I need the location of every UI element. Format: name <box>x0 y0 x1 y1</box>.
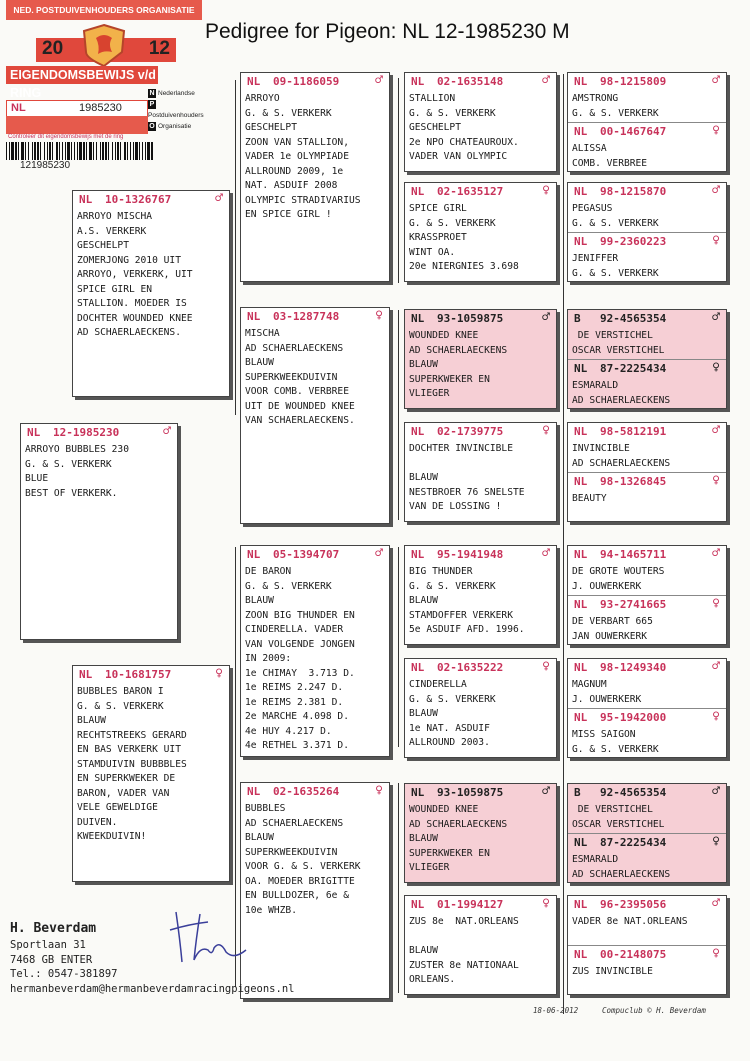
ring-number: 98-1249340 <box>600 661 667 674</box>
org-banner: NED. POSTDUIVENHOUDERS ORGANISATIE <box>6 0 202 20</box>
ring-number: 00-2148075 <box>600 948 667 961</box>
country-code: NL <box>574 75 588 88</box>
year-part-a: 20 <box>42 38 64 59</box>
country-code: NL <box>574 948 588 961</box>
pigeon-details: ESMARALD AD SCHAERLAECKENS <box>572 380 671 406</box>
software-credit: Compuclub © H. Beverdam <box>602 1006 706 1015</box>
country-code: NL <box>574 598 588 611</box>
sex-icon: ♂ <box>712 659 720 674</box>
pigeon-card-g4a[interactable] <box>568 423 726 471</box>
pigeon-details: VADER 8e NAT.ORLEANS <box>572 916 688 927</box>
ring-number: 09-1186059 <box>273 75 340 88</box>
sex-icon: ♀ <box>712 360 720 375</box>
pigeon-pair-card-8[interactable] <box>567 895 727 995</box>
pigeon-card-g2a[interactable] <box>568 183 726 231</box>
pigeon-card-mmf[interactable] <box>404 783 557 883</box>
country-code: NL <box>574 898 588 911</box>
barcode-number: 121985230 <box>20 160 71 171</box>
ring-number: 12-1985230 <box>53 426 120 439</box>
ring-number: 02-1635127 <box>437 185 504 198</box>
sex-icon: ♂ <box>163 424 171 439</box>
pigeon-details: AMSTRONG G. & S. VERKERK <box>572 93 659 119</box>
country-code: NL <box>247 75 261 88</box>
pigeon-details: SPICE GIRL G. & S. VERKERK KRASSPROET WINT OA. 20e NIERGNIES 3.698 <box>409 203 519 272</box>
ring-number: 98-5812191 <box>600 425 667 438</box>
owner-email[interactable]: hermanbeverdam@hermanbeverdamracingpigeons.nl <box>10 982 295 995</box>
pigeon-details: JENIFFER G. & S. VERKERK <box>572 253 659 279</box>
side-line-2: Postduivenhouders <box>148 112 204 119</box>
ring-number: 87-2225434 <box>600 362 667 375</box>
pigeon-pair-card-5[interactable] <box>567 545 727 645</box>
pigeon-details: ARROYO BUBBLES 230 G. & S. VERKERK BLUE BEST OF VERKERK. <box>25 444 129 499</box>
country-code: NL <box>411 312 425 325</box>
pigeon-details: MAGNUM J. OUWERKERK <box>572 679 642 705</box>
sex-icon: ♂ <box>712 423 720 438</box>
pigeon-details: MISCHA AD SCHAERLAECKENS BLAUW SUPERKWEEKDUIVIN VOOR COMB. VERBREE UIT DE WOUNDED KNEE VAN SCHAERLAECKENS. <box>245 328 355 426</box>
country-code: NL <box>574 362 588 375</box>
ring-number: 10-1326767 <box>105 193 172 206</box>
lion-crest-icon <box>78 22 130 68</box>
pigeon-details: INVINCIBLE AD SCHAERLAECKENS <box>572 443 671 469</box>
pigeon-details: ARROYO MISCHA A.S. VERKERK GESCHELPT ZOMERJONG 2010 UIT ARROYO, VERKERK, UIT SPICE GIRL EN STALLION. MOEDER IS DOCHTER WOUNDED KNEE AD SCHAERLAECKENS. <box>77 211 193 338</box>
pigeon-card-g4b[interactable] <box>568 473 726 507</box>
ring-number: 02-1635222 <box>437 661 504 674</box>
ring-number: 05-1394707 <box>273 548 340 561</box>
sex-icon: ♀ <box>375 308 383 323</box>
page-title: Pedigree for Pigeon: NL 12-1985230 M <box>205 20 570 43</box>
sex-icon: ♀ <box>712 834 720 849</box>
pigeon-pair-card-2[interactable] <box>567 182 727 282</box>
pigeon-details: PEGASUS G. & S. VERKERK <box>572 203 659 229</box>
ring-number: 02-1739775 <box>437 425 504 438</box>
country-code: NL <box>574 235 588 248</box>
ring-country: NL <box>11 102 26 114</box>
ring-number: 92-4565354 <box>600 312 667 325</box>
pigeon-details: WOUNDED KNEE AD SCHAERLAECKENS BLAUW SUPERKWEKER EN VLIEGER <box>409 804 508 873</box>
pigeon-card-g5b[interactable] <box>568 596 726 644</box>
ring-number: 93-2741665 <box>600 598 667 611</box>
ring-number: 99-2360223 <box>600 235 667 248</box>
sex-icon: ♀ <box>215 666 223 681</box>
ring-number: 03-1287748 <box>273 310 340 323</box>
pigeon-card-mf[interactable] <box>240 545 390 757</box>
country-code: NL <box>574 548 588 561</box>
pigeon-details: DE VERBART 665 JAN OUWERKERK <box>572 616 653 642</box>
country-code: NL <box>574 425 588 438</box>
pigeon-pair-card-3[interactable] <box>567 309 727 409</box>
sex-icon: ♀ <box>712 123 720 138</box>
sex-icon: ♂ <box>542 73 550 88</box>
pigeon-details: DE VERSTICHEL OSCAR VERSTICHEL <box>572 330 665 356</box>
owner-block <box>10 920 294 996</box>
sex-icon: ♂ <box>375 73 383 88</box>
ring-number: 02-1635264 <box>273 785 340 798</box>
org-side-text: N Nederlandse PPostduivenhouders O Organisatie <box>148 90 204 130</box>
pigeon-details: ARROYO G. & S. VERKERK GESCHELPT ZOON VAN STALLION, VADER 1e OLYMPIADE ALLROUND 2009, 1e NAT. ASDUIF 2008 OLYMPIC STRADIVARIUS EN SPICE GIRL ! <box>245 93 361 220</box>
ring-number: 87-2225434 <box>600 836 667 849</box>
pigeon-details: ZUS 8e NAT.ORLEANS BLAUW ZUSTER 8e NATIONAAL ORLEANS. <box>409 916 519 985</box>
owner-street: Sportlaan 31 <box>10 939 86 951</box>
print-date: 18-06-2012 <box>533 1006 579 1015</box>
certificate-note: Controleer dit eigendomsbewijs met de ring <box>8 134 124 140</box>
pigeon-details: BUBBLES BARON I G. & S. VERKERK BLAUW RECHTSTREEKS GERARD EN BAS VERKERK UIT STAMDUIVIN BUBBBLES EN SUPERKWEKER DE BARON, VADER VAN VELE GEWELDIGE DUIVEN. KWEEKDUIVIN! <box>77 686 187 842</box>
country-code: B <box>574 786 581 799</box>
ring-number: 94-1465711 <box>600 548 667 561</box>
pigeon-pair-card-7[interactable] <box>567 783 727 883</box>
pigeon-pair-card-4[interactable] <box>567 422 727 522</box>
pigeon-card-g1b[interactable] <box>568 123 726 171</box>
sex-icon: ♀ <box>712 596 720 611</box>
country-code: NL <box>574 475 588 488</box>
sex-icon: ♀ <box>712 473 720 488</box>
ring-number: 98-1215809 <box>600 75 667 88</box>
connector <box>398 783 399 993</box>
pigeon-details: MISS SAIGON G. & S. VERKERK <box>572 729 659 755</box>
sex-icon: ♂ <box>542 784 550 799</box>
ring-number: 00-1467647 <box>600 125 667 138</box>
sex-icon: ♂ <box>712 183 720 198</box>
ring-number: 01-1994127 <box>437 898 504 911</box>
pigeon-card-fmf[interactable] <box>404 309 557 409</box>
country-code: NL <box>27 426 41 439</box>
ring-number: 93-1059875 <box>437 786 504 799</box>
country-code: NL <box>574 711 588 724</box>
ring-number: 10-1681757 <box>105 668 172 681</box>
pigeon-card-g7a[interactable] <box>568 784 726 832</box>
sex-icon: ♂ <box>712 546 720 561</box>
connector <box>235 80 236 415</box>
sex-icon: ♂ <box>215 191 223 206</box>
pigeon-pair-card-1[interactable] <box>567 72 727 172</box>
ring-number: 93-1059875 <box>437 312 504 325</box>
country-code: NL <box>411 548 425 561</box>
country-code: NL <box>574 185 588 198</box>
ring-number: 98-1326845 <box>600 475 667 488</box>
sex-icon: ♂ <box>542 546 550 561</box>
ring-number: 96-2395056 <box>600 898 667 911</box>
ring-label: EIGENDOMSBEWIJS v/d RING <box>6 66 158 84</box>
connector <box>398 310 399 520</box>
pigeon-pair-card-6[interactable] <box>567 658 727 758</box>
pigeon-details: ALISSA COMB. VERBREE <box>572 143 648 169</box>
owner-city: 7468 GB ENTER <box>10 953 93 966</box>
pigeon-card-fmm[interactable] <box>404 422 557 522</box>
pigeon-card-g7b[interactable] <box>568 834 726 882</box>
sex-icon: ♂ <box>542 310 550 325</box>
barcode <box>6 142 156 160</box>
connector <box>563 74 564 1014</box>
country-code: NL <box>79 668 93 681</box>
pigeon-card-fff[interactable] <box>404 72 557 172</box>
sex-icon: ♀ <box>542 423 550 438</box>
pigeon-details: ESMARALD AD SCHAERLAECKENS <box>572 854 671 880</box>
pigeon-card-g6b[interactable] <box>568 709 726 757</box>
pigeon-details: BUBBLES AD SCHAERLAECKENS BLAUW SUPERKWEEKDUIVIN VOOR G. & S. VERKERK OA. MOEDER BRIGITTE EN BULLDOZER, 6e & 10e WHZB. <box>245 803 361 916</box>
country-code: NL <box>574 661 588 674</box>
pigeon-card-g3b[interactable] <box>568 360 726 408</box>
ring-number: 1985230 <box>79 102 122 114</box>
sex-icon: ♀ <box>542 659 550 674</box>
country-code: NL <box>247 785 261 798</box>
pigeon-card-g2b[interactable] <box>568 233 726 281</box>
country-code: NL <box>411 425 425 438</box>
pigeon-card-mfm[interactable] <box>404 658 557 758</box>
sex-icon: ♀ <box>712 946 720 961</box>
year-part-b: 12 <box>148 38 170 59</box>
ring-number: 95-1942000 <box>600 711 667 724</box>
pigeon-card-g6a[interactable] <box>568 659 726 707</box>
sex-icon: ♂ <box>712 896 720 911</box>
country-code: NL <box>411 898 425 911</box>
country-code: NL <box>411 661 425 674</box>
ring-number: 92-4565354 <box>600 786 667 799</box>
pigeon-card-main[interactable] <box>20 423 178 640</box>
pigeon-card-ffm[interactable] <box>404 182 557 282</box>
pigeon-card-g8b[interactable] <box>568 946 726 980</box>
sex-icon: ♂ <box>712 784 720 799</box>
sex-icon: ♀ <box>712 709 720 724</box>
country-code: NL <box>574 836 588 849</box>
country-code: NL <box>411 786 425 799</box>
pigeon-details: WOUNDED KNEE AD SCHAERLAECKENS BLAUW SUPERKWEKER EN VLIEGER <box>409 330 508 399</box>
pigeon-details: BIG THUNDER G. & S. VERKERK BLAUW STAMDOFFER VERKERK 5e ASDUIF AFD. 1996. <box>409 566 525 635</box>
pigeon-details: ZUS INVINCIBLE <box>572 966 653 977</box>
country-code: NL <box>574 125 588 138</box>
pigeon-details: DE GROTE WOUTERS J. OUWERKERK <box>572 566 665 592</box>
country-code: NL <box>411 75 425 88</box>
sex-icon: ♀ <box>542 183 550 198</box>
pigeon-card-g5a[interactable] <box>568 546 726 594</box>
connector <box>398 78 399 283</box>
sex-icon: ♂ <box>375 546 383 561</box>
owner-phone: Tel.: 0547-381897 <box>10 968 118 980</box>
connector <box>398 547 399 747</box>
ring-number: 95-1941948 <box>437 548 504 561</box>
side-line-1: Nederlandse <box>158 90 195 97</box>
pigeon-details: STALLION G. & S. VERKERK GESCHELPT 2e NPO CHATEAUROUX. VADER VAN OLYMPIC <box>409 93 519 162</box>
pigeon-card-mmm[interactable] <box>404 895 557 995</box>
pigeon-card-father[interactable] <box>72 190 230 397</box>
sex-icon: ♂ <box>712 73 720 88</box>
red-bar <box>6 116 148 134</box>
pigeon-details: DE VERSTICHEL OSCAR VERSTICHEL <box>572 804 665 830</box>
country-code: NL <box>411 185 425 198</box>
pigeon-details: CINDERELLA G. & S. VERKERK BLAUW 1e NAT. ASDUIF ALLROUND 2003. <box>409 679 496 748</box>
pigeon-card-g3a[interactable] <box>568 310 726 358</box>
country-code: NL <box>247 310 261 323</box>
country-code: NL <box>247 548 261 561</box>
sex-icon: ♀ <box>542 896 550 911</box>
pigeon-card-g8a[interactable] <box>568 896 726 930</box>
pigeon-card-g1a[interactable] <box>568 73 726 121</box>
country-code: NL <box>79 193 93 206</box>
pigeon-details: DE BARON G. & S. VERKERK BLAUW ZOON BIG THUNDER EN CINDERELLA. VADER VAN VOLGENDE JONGEN IN 2009: 1e CHIMAY 3.713 D. 1e REIMS 2.247 D. 1e REIMS 2.381 D. 2e MARCHE 4.098 D. 4e HUY 4.217 D. 4e RETHEL 3.371 D. <box>245 566 355 751</box>
side-line-3: Organisatie <box>158 123 192 130</box>
owner-name: H. Beverdam <box>10 921 97 936</box>
sex-icon: ♀ <box>712 233 720 248</box>
pigeon-card-mff[interactable] <box>404 545 557 645</box>
country-code: B <box>574 312 581 325</box>
sex-icon: ♂ <box>712 310 720 325</box>
pigeon-card-fm[interactable] <box>240 307 390 524</box>
pigeon-card-mother[interactable] <box>72 665 230 882</box>
pigeon-details: DOCHTER INVINCIBLE BLAUW NESTBROER 76 SNELSTE VAN DE LOSSING ! <box>409 443 525 512</box>
pigeon-card-ff[interactable] <box>240 72 390 282</box>
ring-number: 98-1215870 <box>600 185 667 198</box>
pigeon-details: BEAUTY <box>572 493 607 504</box>
sex-icon: ♀ <box>375 783 383 798</box>
ring-number: 02-1635148 <box>437 75 504 88</box>
